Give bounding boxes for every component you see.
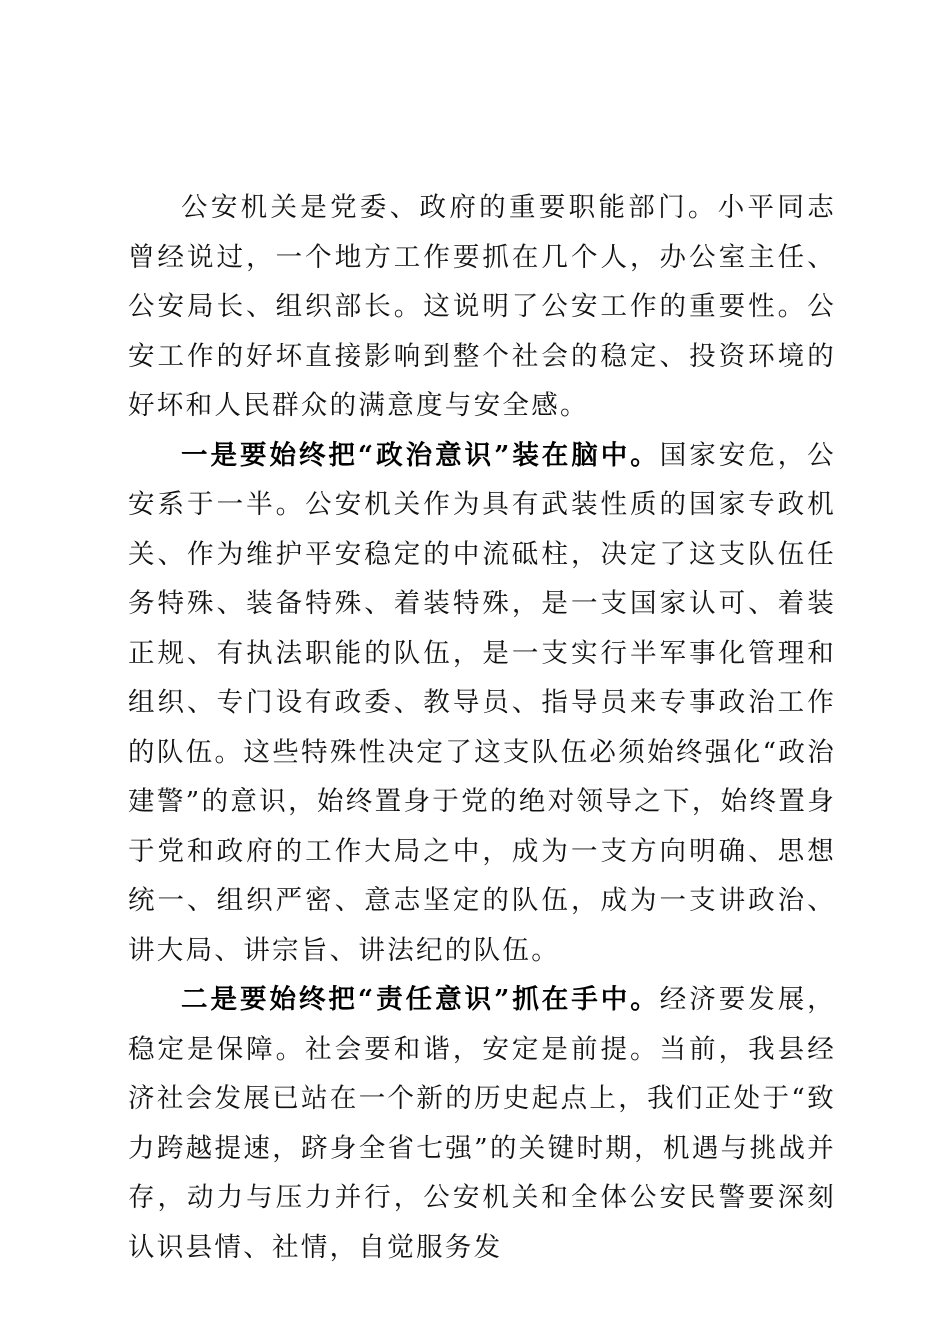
paragraph-political-awareness-heading: 一是要始终把“政治意识”装在脑中。 bbox=[181, 439, 660, 471]
paragraph-political-awareness-text: 国家安危，公安系于一半。公安机关作为具有武装性质的国家专政机关、作为维护平安稳定的中流砥柱，决定了这支队伍任务特殊、装备特殊、着装特殊，是一支国家认可、着装正规、有执法职能的队伍，是一支实行半军事化管理和组织、专门设有政委、教导员、指导员来专事政治工作的队伍。这些特殊性决定了这支队伍必须始终强化“政治建警”的意识，始终置身于党的绝对领导之下，始终置身于党和政府的工作大局之中，成为一支方向明确、思想统一、组织严密、意志坚定的队伍，成为一支讲政治、讲大局、讲宗旨、讲法纪的队伍。 bbox=[128, 439, 837, 966]
document-body bbox=[128, 183, 836, 1272]
paragraph-political-awareness bbox=[128, 431, 836, 976]
paragraph-intro bbox=[128, 183, 836, 431]
paragraph-responsibility-awareness-text: 经济要发展，稳定是保障。社会要和谐，安定是前提。当前，我县经济社会发展已站在一个新的历史起点上，我们正处于“致力跨越提速，跻身全省七强”的关键时期，机遇与挑战并存，动力与压力并行，公安机关和全体公安民警要深刻认识县情、社情，自觉服务发 bbox=[128, 984, 836, 1263]
paragraph-responsibility-awareness bbox=[128, 975, 836, 1272]
paragraph-responsibility-awareness-heading: 二是要始终把“责任意识”抓在手中。 bbox=[181, 984, 660, 1015]
paragraph-intro-text: 公安机关是党委、政府的重要职能部门。小平同志曾经说过，一个地方工作要抓在几个人，办公室主任、公安局长、组织部长。这说明了公安工作的重要性。公安工作的好坏直接影响到整个社会的稳定、投资环境的好坏和人民群众的满意度与安全感。 bbox=[128, 192, 836, 421]
